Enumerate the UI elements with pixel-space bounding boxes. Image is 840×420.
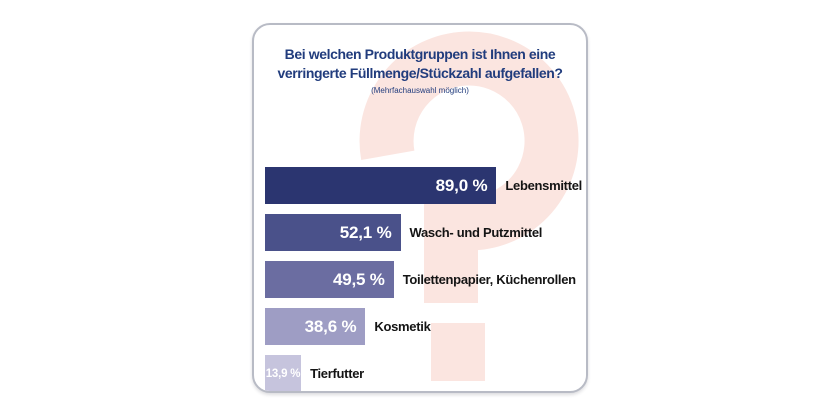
chart-subtitle: (Mehrfachauswahl möglich) <box>371 86 469 95</box>
survey-card <box>252 23 588 393</box>
bar-row <box>265 355 586 392</box>
bar-row <box>265 214 586 251</box>
bar-5 <box>265 355 301 392</box>
chart-title-line2: verringerte Füllmenge/Stückzahl aufgefallen? <box>277 65 563 81</box>
bar-2 <box>265 214 401 251</box>
chart-title-line1: Bei welchen Produktgruppen ist Ihnen eine <box>284 46 556 62</box>
bar-1 <box>265 167 496 204</box>
chart-title <box>254 45 586 83</box>
bar-chart <box>265 167 586 393</box>
bar-category-label: Tierfutter <box>310 366 364 381</box>
bar-value-label: 13,9 % <box>265 367 301 380</box>
bar-3 <box>265 261 394 298</box>
bar-value-label: 89,0 % <box>435 175 488 195</box>
bar-4 <box>265 308 365 345</box>
bar-row <box>265 308 586 345</box>
bar-category-label: Toilettenpapier, Küchenrollen <box>402 272 576 287</box>
bar-category-label: Kosmetik <box>374 319 431 334</box>
bar-row <box>265 167 586 204</box>
card-content <box>254 45 586 393</box>
bar-row <box>265 261 586 298</box>
bar-value-label: 38,6 % <box>304 316 357 336</box>
bar-value-label: 49,5 % <box>332 269 385 289</box>
bar-category-label: Wasch- und Putzmittel <box>409 225 543 240</box>
bar-value-label: 52,1 % <box>339 222 392 242</box>
bar-category-label: Lebensmittel <box>505 178 582 193</box>
